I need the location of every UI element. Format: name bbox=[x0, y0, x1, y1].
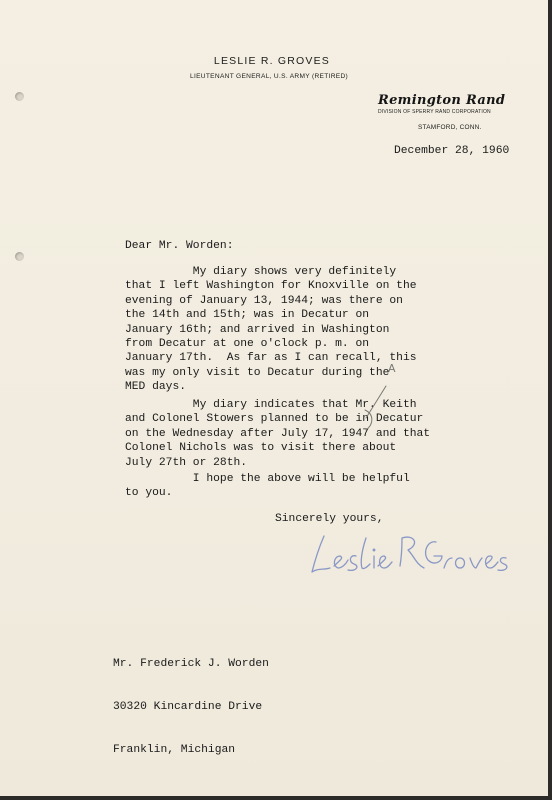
letterhead-name: LESLIE R. GROVES bbox=[213, 55, 330, 67]
salutation: Dear Mr. Worden: bbox=[125, 240, 234, 252]
letterhead-title: LIEUTENANT GENERAL, U.S. ARMY (RETIRED) bbox=[190, 73, 349, 80]
recipient-street: 30320 Kincardine Drive bbox=[113, 701, 263, 714]
recipient-city: Franklin, Michigan bbox=[113, 744, 236, 757]
pencil-annotation bbox=[360, 358, 400, 438]
body-paragraph: My diary shows very definitely that I left Washington for Knoxville on the evening of January 13, 1944; was there on the 14th and 15th; was in Decatur on January 16th; and arrived in Washington from Decatur at one o'clock p. m. on January 17th. As far as I can recall, this was my only visit to Decatur during the MED days. bbox=[125, 266, 417, 394]
body-paragraph: I hope the above will be helpful to you. bbox=[125, 473, 410, 500]
body-paragraph: My diary indicates that Mr. Keith and Colonel Stowers planned to be in Decatur on the Wednesday after July 17, 1947 and that Colonel Nichols was to visit there about July 27th or 28th. bbox=[125, 399, 431, 469]
company-logo: Remington Rand bbox=[378, 93, 506, 108]
signature bbox=[310, 530, 520, 580]
closing: Sincerely yours, bbox=[275, 513, 384, 525]
punch-hole bbox=[15, 252, 24, 261]
annotation-letter: A bbox=[388, 362, 396, 375]
recipient-name: Mr. Frederick J. Worden bbox=[113, 657, 269, 670]
letter-date: December 28, 1960 bbox=[394, 145, 510, 157]
recipient-address bbox=[113, 628, 269, 786]
company-division: DIVISION OF SPERRY RAND CORPORATION bbox=[378, 109, 491, 115]
punch-hole bbox=[15, 92, 24, 101]
company-city: STAMFORD, CONN. bbox=[418, 124, 482, 131]
